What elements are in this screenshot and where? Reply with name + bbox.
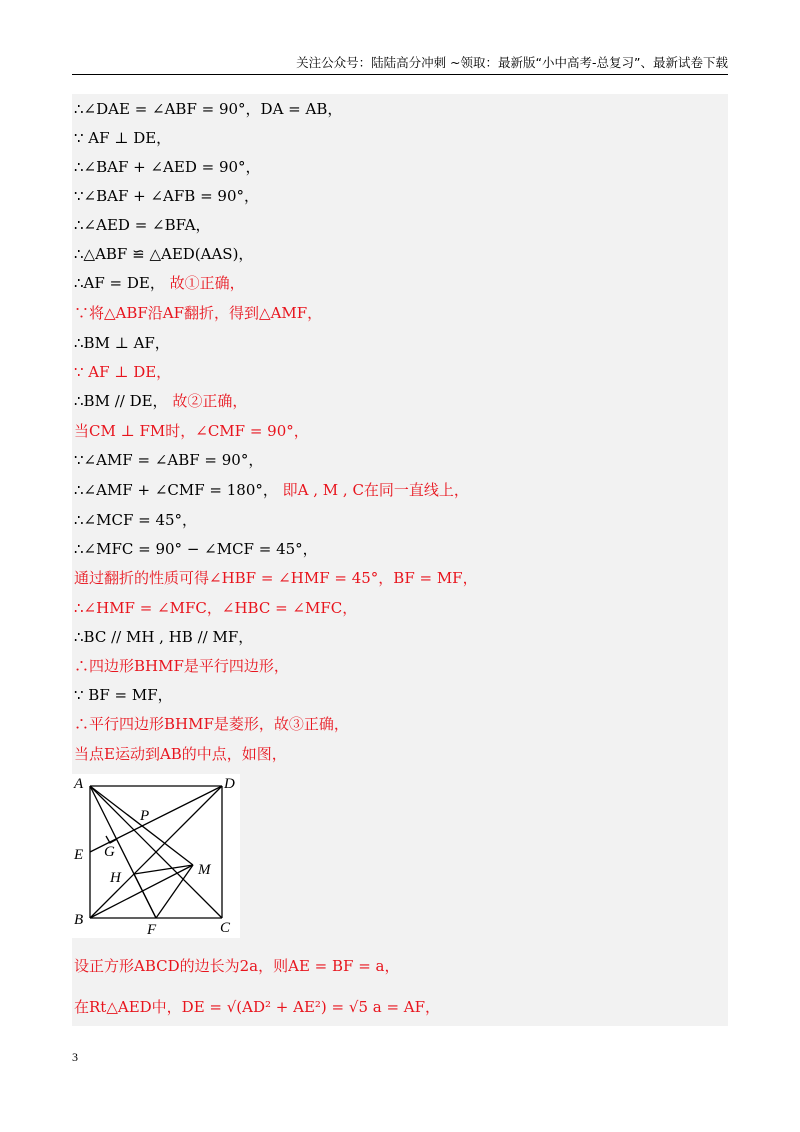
solution-line-12: 当CM ⊥ FM时，∠CMF = 90°， [74,422,309,440]
solution-line-6: ∴△ABF ≌ △AED(AAS)， [74,245,254,263]
solution-line-16: ∴∠MFC = 90° − ∠MCF = 45°， [74,540,318,558]
label-c: C [220,920,231,936]
solution-line-25: 在Rt△AED中，DE = √(AD² + AE²) = √5 a = AF， [74,998,441,1016]
label-a: A [74,776,84,792]
solution-line-13: ∵∠AMF = ∠ABF = 90°， [74,451,264,469]
solution-line-19: ∴BC // MH , HB // MF， [74,628,254,646]
solution-line-10: ∵ AF ⊥ DE， [74,363,172,381]
solution-line-21: ∵ BF = MF， [74,686,173,704]
page-number: 3 [72,1050,78,1064]
label-h: H [110,870,121,886]
label-m: M [198,862,211,878]
solution-line-17: 通过翻折的性质可得∠HBF = ∠HMF = 45°，BF = MF， [74,569,478,587]
solution-line-1: ∴∠DAE = ∠ABF = 90°，DA = AB， [74,100,343,118]
solution-line-23: 当点E运动到AB的中点，如图， [74,745,287,763]
solution-line-20: ∴四边形BHMF是平行四边形， [74,657,289,675]
label-b: B [74,912,84,928]
solution-line-11: ∴BM // DE， 故②正确， [74,392,248,410]
page-header: 关注公众号：陆陆高分冲刺 ~领取：最新版“小中高考-总复习”、最新试卷下载 [72,52,728,75]
solution-line-5: ∴∠AED = ∠BFA， [74,216,211,234]
solution-line-22: ∴平行四边形BHMF是菱形，故③正确， [74,715,349,733]
solution-line-18: ∴∠HMF = ∠MFC，∠HBC = ∠MFC， [74,599,358,617]
label-f: F [147,922,157,938]
geometry-figure [72,774,240,938]
solution-line-8: ∵将△ABF沿AF翻折，得到△AMF， [74,304,323,322]
solution-line-24: 设正方形ABCD的边长为2a，则AE = BF = a， [74,957,400,975]
solution-line-3: ∴∠BAF + ∠AED = 90°， [74,158,261,176]
label-g: G [104,844,115,860]
solution-line-4: ∵∠BAF + ∠AFB = 90°， [74,187,260,205]
solution-line-9: ∴BM ⊥ AF， [74,334,170,352]
label-p: P [140,808,150,824]
square-diagram [72,774,240,938]
solution-line-2: ∵ AF ⊥ DE， [74,129,172,147]
solution-line-15: ∴∠MCF = 45°， [74,511,198,529]
label-d: D [224,776,235,792]
solution-line-7: ∴AF = DE， 故①正确， [74,274,245,292]
solution-line-14: ∴∠AMF + ∠CMF = 180°， 即A , M , C在同一直线上， [74,481,469,499]
label-e: E [74,847,84,863]
